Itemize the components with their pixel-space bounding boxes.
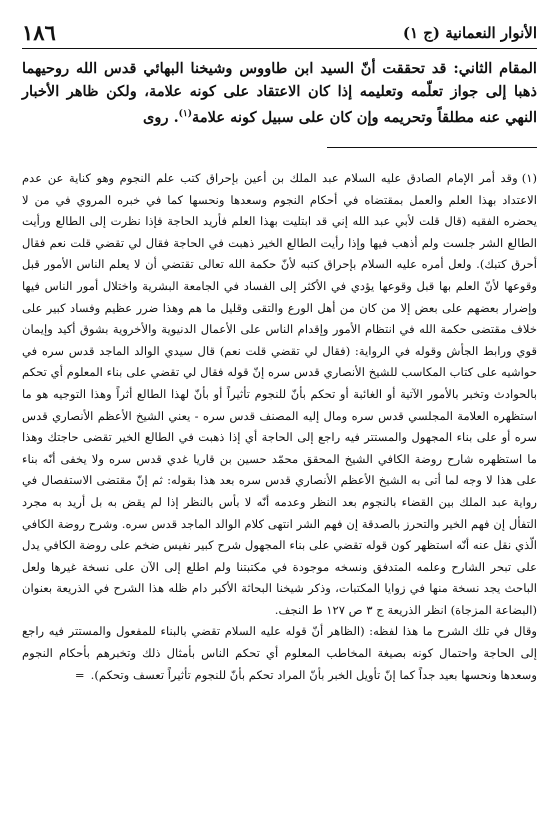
main-body-text: قد تحققت أنّ السيد ابن طاووس وشيخنا البهائي قدس الله روحيهما ذهبا إلى جواز تعلّمه وتعليمه إذا كان الاعتقاد على كونه علامة، ولكن ظاهر الأخبار النهي عنه مطلقاً وتحريمه وإن كان على سبيل كونه علامة — [22, 60, 537, 126]
footnote-text-2: وقال في تلك الشرح ما هذا لفظه: (الظاهر أنّ قوله عليه السلام تقضي بالبناء للمفعول والمستتر فيه راجع إلى الحاجة واحتمال كونه بصيغة المخاطب المعلوم أي تحكم الناس بأمثال ذلك وتخبرهم بأحكام النجوم وسعدها ونحسها بعيد جداً كما إنّ تأويل الخبر بأنّ المراد تحكم بأنّ للنجوم تأثيراً تعسف وتحكم). — [22, 624, 537, 682]
footnote-text-1: وقد أمر الإمام الصادق عليه السلام عبد الملك بن أعين بإحراق كتب علم النجوم وهو كناية عن عدم الاعتداد بهذا العلم والعمل بمقتضاه في أحكام النجوم وسعدها ونحسها كما في خبره المروي في من لا يحضره الفقيه (قال قلت لأبي عبد الله إني قد ابتليت بهذا العلم فأريد الحاجة فإذا نظرت إلى الطالع ورأيت الطالع الشر جلست ولم أذهب فيها وإذا رأيت الطالع الخير ذهبت في الحاجة فقال لي تقضي قلت نعم فقال أحرق كتبك). ولعل أمره عليه السلام بإحراق كتبه لأنّ حكمة الله تعالى تقتضي أن لا يعلم الناس الأمور قبل وقوعها لأنّ العلم بها قبل وقوعها يؤدي في الأكثر إلى الفساد في الجامعة البشرية واختلال أمور الناس فيها وإضرار بعضهم على بعض إلا من كان من أهل الورع والتقى وقليل ما هم وهذا ضرر عظيم وفساد كبير على خلاف مقتضى حكمة الله في انتظام الأمور وإقدام الناس على الأعمال الدنيوية والأخروية بشوق أكيد وإيمان قوي ورابط الجأش وقوله في الرواية: (فقال لي تقضي قلت نعم) قال سيدي الوالد الماجد قدس سره في حواشيه على كتاب المكاسب للشيخ الأنصاري قدس سره إنّ قوله فقال لي تقضي على بناء المعلوم أي تحكم بالحوادث وتخبر بالأمور الآتية أو الغائبة أو تحكم بأنّ للنجوم تأثيراً أو بأنّ لهذا الطالع أثراً وهذا التوجيه هو ما استظهره العلامة المجلسي قدس سره ومال إليه المصنف قدس سره - يعني الشيخ الأعظم الأنصاري قدس سره أو على بناء المجهول والمستتر فيه راجع إلى الحاجة أي إذا ذهبت في الطالع الخير تقضى حاجتك وهذا ما استظهره شارح روضة الكافي الشيخ المحقق محمّد حسين بن قاريا غدي قدس سره ولا يخفى أنّه بناء على هذا لا وجه لما أتى به الشيخ الأعظم الأنصاري قدس سره بعد هذا بقوله: ثم إنّ مقتضى الاستفصال في رواية عبد الملك بين القضاء بالنجوم بعد النظر وعدمه أنّه لا بأس بالنظر إذا لم يقض به بل أريد به مجرد التفأل إن فهم الخير والتحرز بالصدقة إن فهم الشر انتهى كلام الوالد الماجد قدس سره. وشرح روضة الكافي الّذي نقل عنه أنّه استظهر كون قوله تقضي على بناء المجهول شرح كبير نفيس ضخم على روضة الكافي يدل على تبحر الشارح وعلمه المتدفق ونسخه موجودة في مكتبتنا ولم اطلع إلى الآن على نسخة غيرها ولعل الباحث يجد نسخة منها في زوايا المكتبات، وذكر شيخنا البحاثة الأكبر دام ظله هذا الشرح في الذريعة بعنوان (البضاعة المزجاة) انظر الذريعة ج ٣ ص ١٢٧ ط النجف. — [22, 171, 537, 617]
main-tail-text: . روى — [142, 108, 179, 126]
footnote-separator — [327, 147, 537, 148]
footnotes-section — [22, 168, 537, 686]
footnote-paragraph-2 — [22, 621, 537, 686]
footnote-reference: (١) — [178, 109, 193, 119]
footnote-marker: (١) — [521, 171, 537, 185]
continuation-mark: = — [74, 667, 85, 682]
section-lead: المقام الثاني: — [453, 60, 537, 77]
running-title: الأنوار النعمانية (ج ١) — [402, 24, 537, 42]
page-header — [22, 14, 537, 49]
page-number: ١٨٦ — [22, 20, 56, 45]
footnote-paragraph-1 — [22, 168, 537, 621]
main-paragraph — [22, 58, 537, 129]
